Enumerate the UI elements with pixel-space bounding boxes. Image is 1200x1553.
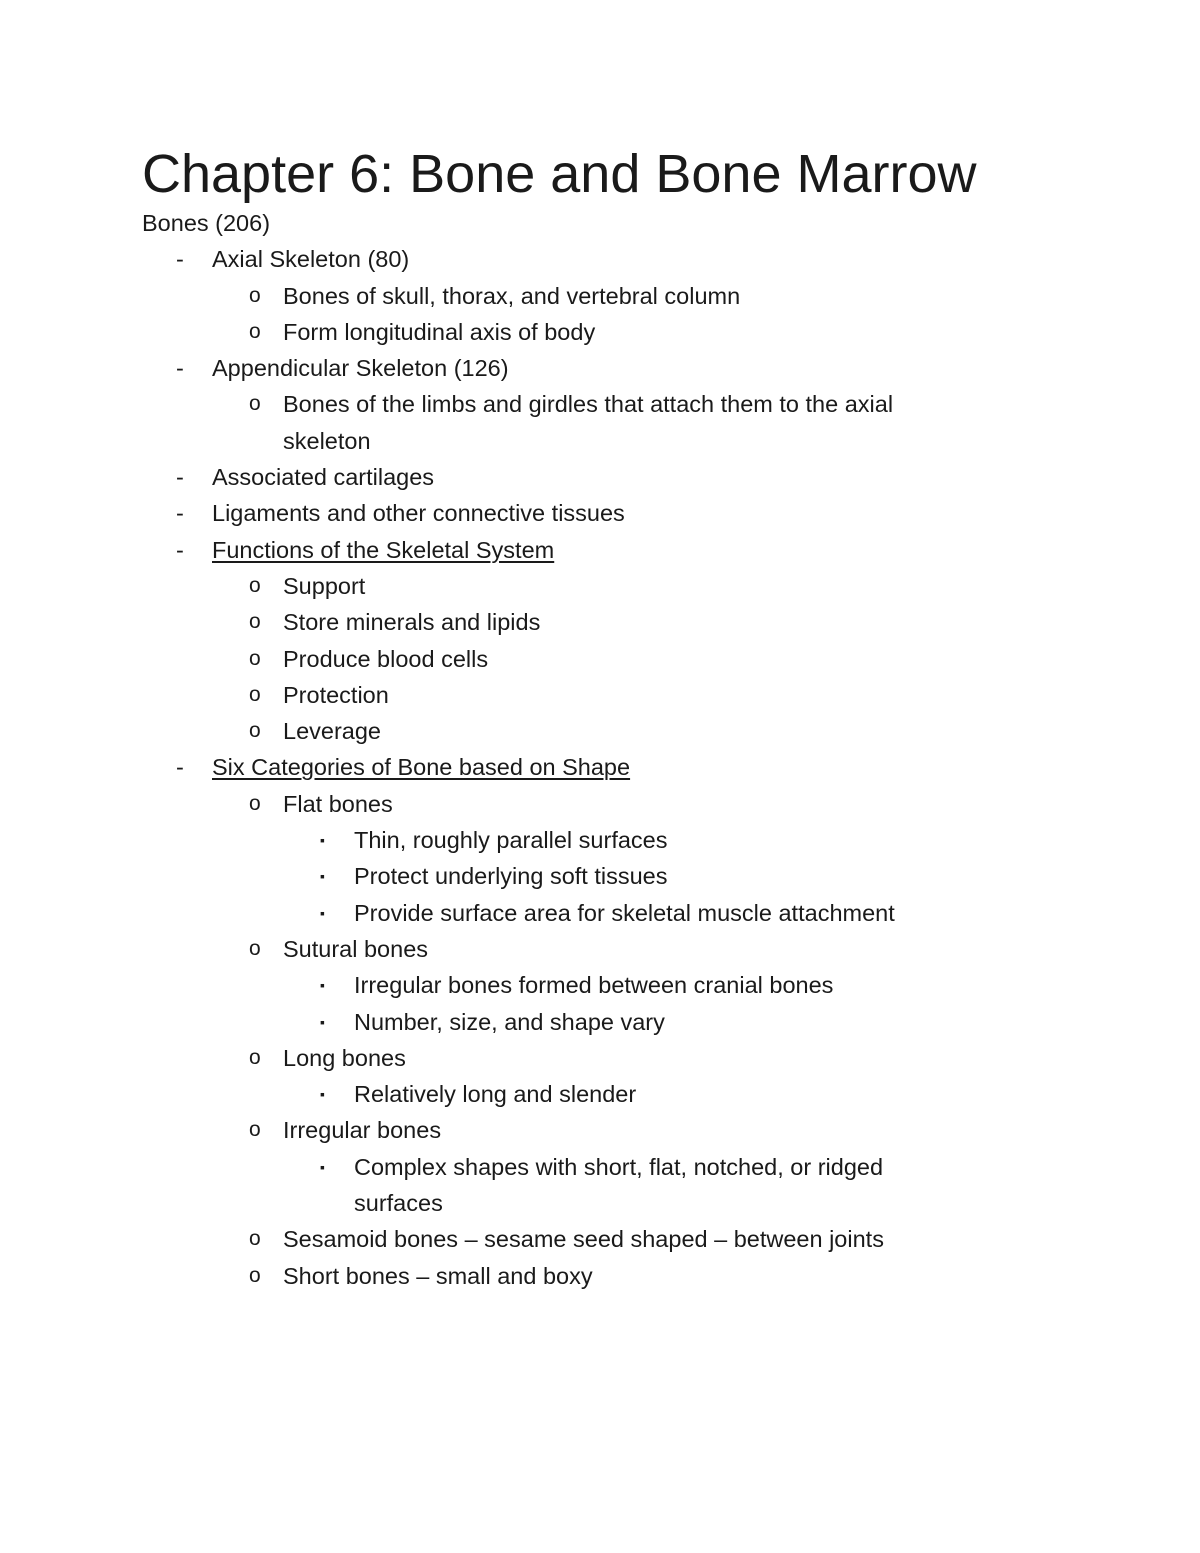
item-text: Irregular bones formed between cranial bones [354,972,834,999]
outline-item [0,1112,1200,1148]
outline-item [0,677,1200,713]
circle-bullet-icon: o [249,646,261,670]
item-text: Irregular bones [283,1117,442,1144]
dash-bullet-icon: - [176,464,184,491]
item-text: Complex shapes with short, flat, notched, or ridged [354,1153,884,1180]
item-text: Store minerals and lipids [283,609,541,636]
dash-bullet-icon: - [176,754,184,781]
square-bullet-icon: ▪ [320,1013,325,1030]
item-text: Number, size, and shape vary [354,1008,665,1035]
page-title: Chapter 6: Bone and Bone Marrow [142,144,977,204]
outline-item [0,895,1200,931]
item-text: Form longitudinal axis of body [283,318,596,345]
item-text: Support [283,572,366,599]
outline-item [0,495,1200,531]
item-text: Sutural bones [283,935,429,962]
circle-bullet-icon: o [249,610,261,634]
outline-item [0,749,1200,785]
item-text: Flat bones [283,790,393,817]
item-text: Short bones – small and boxy [283,1262,593,1289]
outline-item [0,641,1200,677]
dash-bullet-icon: - [176,246,184,273]
outline-item [0,278,1200,314]
outline-item [0,568,1200,604]
outline-item [0,822,1200,858]
dash-bullet-icon: - [176,536,184,563]
circle-bullet-icon: o [249,719,261,743]
square-bullet-icon: ▪ [320,904,325,921]
outline-item [0,1221,1200,1257]
square-bullet-icon: ▪ [320,977,325,994]
circle-bullet-icon: o [249,1045,261,1069]
circle-bullet-icon: o [249,573,261,597]
item-text: Bones (206) [142,210,271,236]
item-text: Ligaments and other connective tissues [212,500,625,527]
item-text: Provide surface area for skeletal muscle attachment [354,899,895,926]
item-text: Thin, roughly parallel surfaces [354,827,668,854]
outline-item [0,1076,1200,1112]
item-text: Appendicular Skeleton (126) [212,355,509,382]
circle-bullet-icon: o [249,392,261,416]
item-text: Bones of the limbs and girdles that attach them to the axial [283,391,894,418]
item-text: skeleton [283,427,371,454]
outline-list [0,205,1200,1294]
outline-item [0,931,1200,967]
outline-item [0,1004,1200,1040]
item-text: Associated cartilages [212,464,435,491]
outline-item [0,604,1200,640]
outline-item [0,1185,1200,1221]
item-text: Sesamoid bones – sesame seed shaped – between joints [283,1226,884,1253]
outline-item [0,1149,1200,1185]
item-text: Produce blood cells [283,645,489,672]
square-bullet-icon: ▪ [320,868,325,885]
square-bullet-icon: ▪ [320,1086,325,1103]
outline-item [0,314,1200,350]
circle-bullet-icon: o [249,936,261,960]
section-heading: Functions of the Skeletal System [212,536,555,563]
outline-item [0,241,1200,277]
outline-item [0,713,1200,749]
item-text: Long bones [283,1044,406,1071]
outline-item [0,423,1200,459]
outline-item [0,350,1200,386]
square-bullet-icon: ▪ [320,832,325,849]
outline-item [0,532,1200,568]
outline-item [0,386,1200,422]
outline-item [0,967,1200,1003]
square-bullet-icon: ▪ [320,1158,325,1175]
outline-item [0,459,1200,495]
section-heading: Six Categories of Bone based on Shape [212,754,631,781]
item-text: Relatively long and slender [354,1081,637,1108]
circle-bullet-icon: o [249,319,261,343]
circle-bullet-icon: o [249,1227,261,1251]
circle-bullet-icon: o [249,791,261,815]
item-text: Protect underlying soft tissues [354,863,668,890]
outline-item [0,786,1200,822]
item-text: Axial Skeleton (80) [212,246,410,273]
item-text: Protection [283,681,389,708]
item-text: Bones of skull, thorax, and vertebral column [283,282,741,309]
circle-bullet-icon: o [249,283,261,307]
outline-item [0,1258,1200,1294]
item-text: Leverage [283,718,381,745]
circle-bullet-icon: o [249,1263,261,1287]
circle-bullet-icon: o [249,682,261,706]
outline-item [0,858,1200,894]
circle-bullet-icon: o [249,1118,261,1142]
dash-bullet-icon: - [176,355,184,382]
outline-item [0,1040,1200,1076]
item-text: surfaces [354,1190,443,1217]
dash-bullet-icon: - [176,500,184,527]
outline-item [0,205,1200,241]
